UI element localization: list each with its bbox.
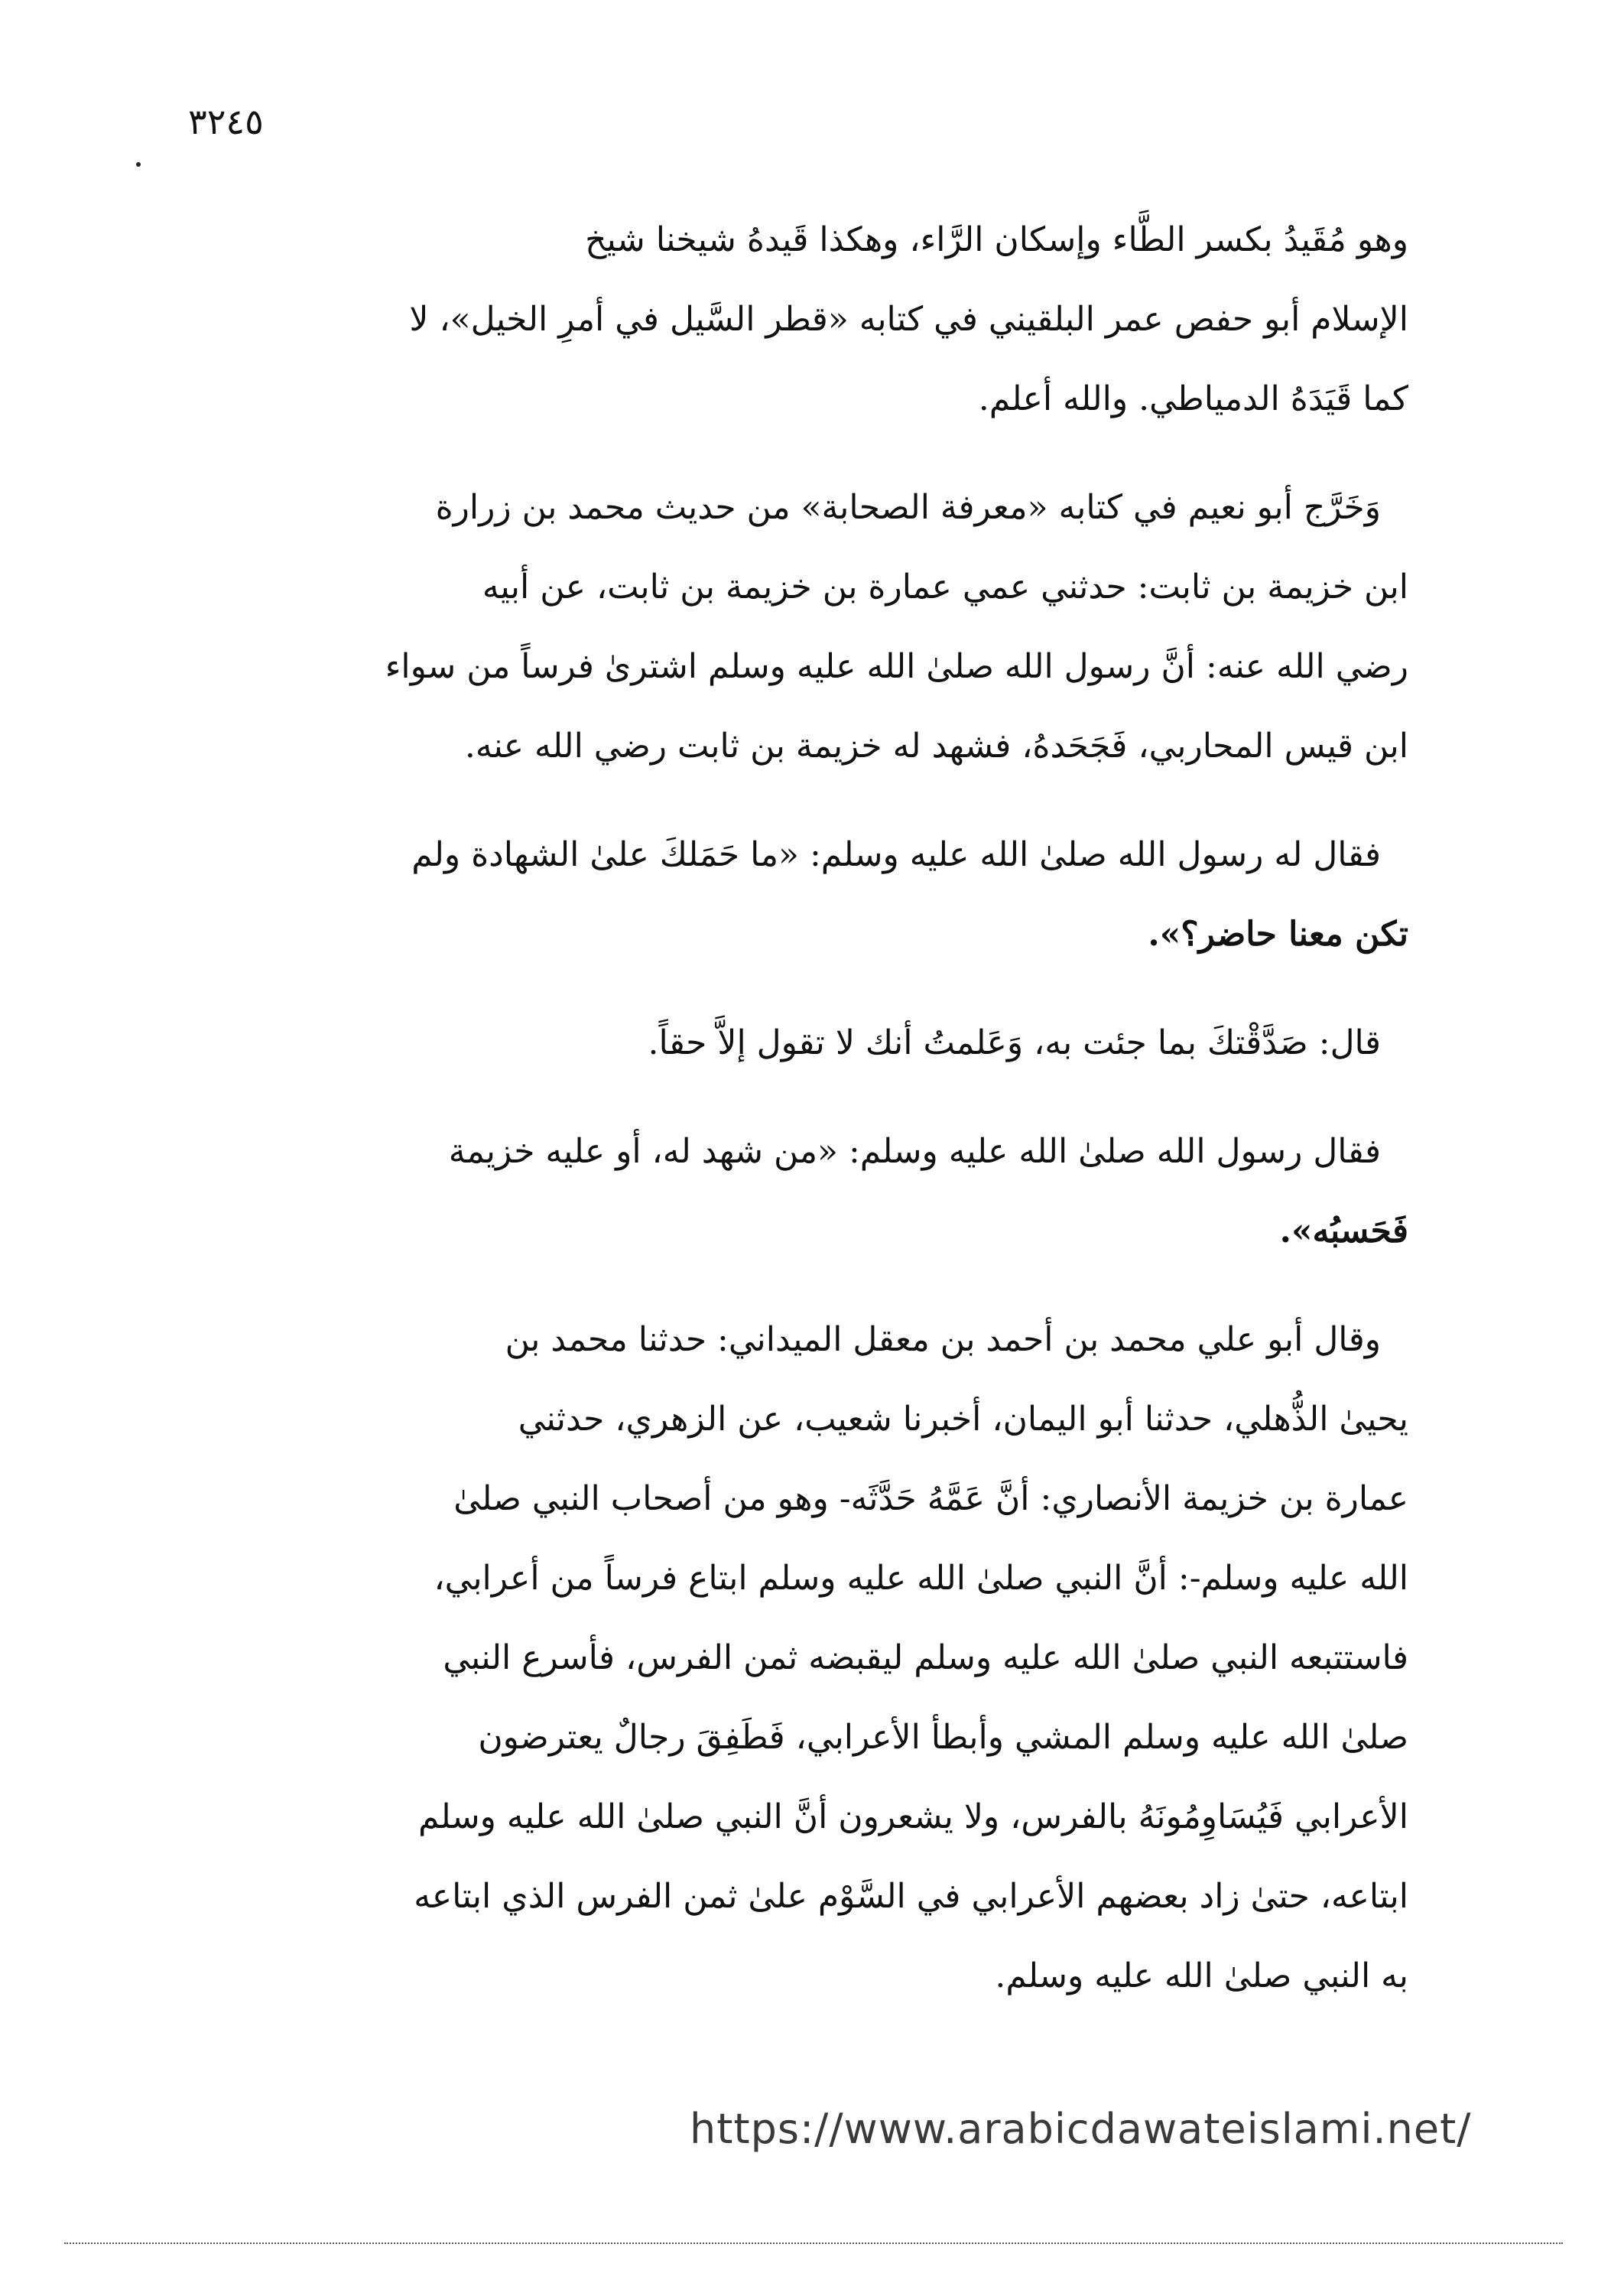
text-line: فقال رسول الله صلىٰ الله عليه وسلم: «من شهد له، أو عليه خزيمة	[448, 1132, 1381, 1171]
text-line: قال: صَدَّقْتكَ بما جئت به، وَعَلمتُ أنك لا تقول إلاَّ حقاً.	[648, 1023, 1381, 1062]
paragraph-4	[216, 1003, 1408, 1083]
text-line: يحيىٰ الذُّهلي، حدثنا أبو اليمان، أخبرنا شعيب، عن الزهري، حدثني	[518, 1400, 1408, 1439]
text-line: وهو مُقَيدُ بكسر الطَّاء وإسكان الرَّاء، وهكذا قَيدهُ شيخنا شيخ	[585, 220, 1408, 259]
text-line: كما قَيَدَهُ الدمياطي. والله أعلم.	[978, 379, 1408, 418]
text-line: رضي الله عنه: أنَّ رسول الله صلىٰ الله عليه وسلم اشترىٰ فرساً من سواء	[385, 647, 1408, 686]
text-line: الإسلام أبو حفص عمر البلقيني في كتابه «قطر السَّيل في أمرِ الخيل»، لا	[409, 300, 1408, 339]
bottom-divider	[64, 2242, 1563, 2244]
text-line: الأعرابي فَيُسَاوِمُونَهُ بالفرس، ولا يشعرون أنَّ النبي صلىٰ الله عليه وسلم	[417, 1797, 1408, 1836]
text-line: فقال له رسول الله صلىٰ الله عليه وسلم: «ما حَمَلكَ علىٰ الشهادة ولم	[411, 835, 1381, 874]
paragraph-3	[216, 815, 1408, 974]
page-number: ٣٢٤٥	[188, 101, 264, 142]
text-line: وقال أبو علي محمد بن أحمد بن معقل الميداني: حدثنا محمد بن	[505, 1320, 1381, 1359]
text-line: فَحَسبُه».	[1279, 1211, 1408, 1250]
source-url-watermark: https://www.arabicdawateislami.net/	[690, 2105, 1472, 2153]
text-line: ابن خزيمة بن ثابت: حدثني عمي عمارة بن خزيمة بن ثابت، عن أبيه	[482, 568, 1408, 607]
text-line: تكن معنا حاضر؟».	[1148, 915, 1408, 954]
page-body	[216, 200, 1408, 2045]
text-line: عمارة بن خزيمة الأنصاري: أنَّ عَمَّهُ حَدَّثَه- وهو من أصحاب النبي صلىٰ	[453, 1479, 1408, 1518]
text-line: الله عليه وسلم-: أنَّ النبي صلىٰ الله عليه وسلم ابتاع فرساً من أعرابي،	[434, 1559, 1408, 1598]
text-line: ابتاعه، حتىٰ زاد بعضهم الأعرابي في السَّوْم علىٰ ثمن الفرس الذي ابتاعه	[414, 1877, 1408, 1916]
paragraph-6	[216, 1300, 1408, 2016]
margin-dot	[136, 162, 141, 167]
paragraph-1	[216, 200, 1408, 439]
text-line: ابن قيس المحاربي، فَجَحَدهُ، فشهد له خزيمة بن ثابت رضي الله عنه.	[464, 727, 1408, 766]
text-line: صلىٰ الله عليه وسلم المشي وأبطأ الأعرابي، فَطَفِقَ رجالٌ يعترضون	[478, 1718, 1408, 1757]
paragraph-2	[216, 468, 1408, 786]
text-line: به النبي صلىٰ الله عليه وسلم.	[995, 1956, 1408, 1995]
text-line: وَخَرَّج أبو نعيم في كتابه «معرفة الصحابة» من حديث محمد بن زرارة	[435, 488, 1381, 527]
text-line: فاستتبعه النبي صلىٰ الله عليه وسلم ليقبضه ثمن الفرس، فأسرع النبي	[443, 1638, 1408, 1677]
paragraph-5	[216, 1112, 1408, 1271]
